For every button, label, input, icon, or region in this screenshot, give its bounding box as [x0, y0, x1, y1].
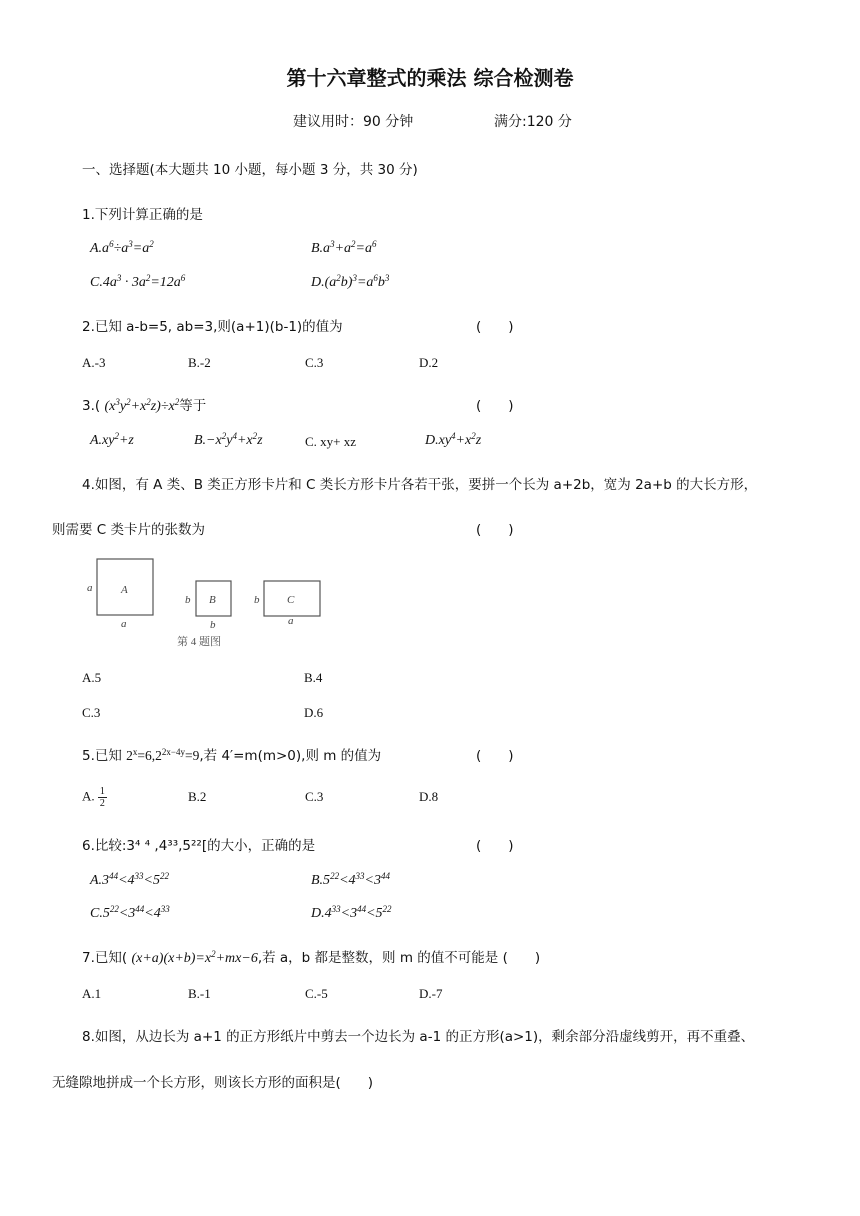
q3-option-d: $D.xy^4+x^2z$ — [425, 431, 482, 448]
q5-stem-tail: ,若 4′=m(m>0),则 m 的值为 — [199, 748, 382, 764]
q1-stem: 1.下列计算正确的是 — [82, 207, 203, 223]
q7-option-d: D.-7 — [419, 986, 443, 1001]
card-a-side-label: a — [87, 582, 93, 594]
q4-option-d: D.6 — [304, 705, 324, 720]
q8-stem-line2: 无缝隙地拼成一个长方形，则该长方形的面积是( ) — [52, 1075, 374, 1091]
q2-stem: 2.已知 a-b=5, ab=3,则(a+1)(b-1)的值为 — [82, 319, 343, 335]
q3-option-c: C. xy+ xz — [305, 434, 357, 449]
card-c-side-label: b — [254, 594, 260, 606]
q5-stem: 5.已知 $2^x=6,2^{2x-4y}=9$,若 4′=m(m>0),则 m 的值为 — [82, 747, 382, 764]
q5-answer-blank: ( ) — [476, 748, 514, 764]
q1-option-a: $A.a^6\div a^3=a^2$ — [90, 239, 154, 256]
q7-stem: 7.已知( $(x+a)(x+b)=x^2+mx-6$,若 a，b 都是整数，则 m 的值不可能是 ( ) — [82, 949, 541, 966]
one-half-fraction: $\frac{1}{2}$ — [99, 786, 105, 809]
q3-stem: 3.( $(x^3y^2+x^2z)\div x^2$等于 — [82, 397, 207, 414]
q5-option-a — [82, 786, 107, 809]
card-c-label: C — [287, 594, 295, 606]
q5-option-b: B.2 — [188, 789, 207, 804]
q3-answer-blank: ( ) — [476, 398, 514, 414]
full-score: 满分:120 分 — [494, 114, 572, 130]
card-b-bottom-label: b — [210, 619, 216, 631]
section-heading: 一、选择题(本大题共 10 小题，每小题 3 分，共 30 分) — [82, 162, 418, 178]
q4-option-c: C.3 — [82, 705, 101, 720]
q2-option-c: C.3 — [305, 355, 324, 370]
q6-option-b: $B.5^{22}<4^{33}<3^{44}$ — [311, 871, 390, 888]
q1-option-d: $D.(a^2b)^3=a^6b^3$ — [311, 273, 390, 290]
q7-option-b: B.-1 — [188, 986, 211, 1001]
q6-option-c: $C.5^{22}<3^{44}<4^{33}$ — [90, 904, 170, 921]
card-b-side-label: b — [185, 594, 191, 606]
q4-option-b: B.4 — [304, 670, 323, 685]
q6-option-d: $D.4^{33}<3^{44}<5^{22}$ — [311, 904, 392, 921]
q4-option-a: A.5 — [82, 670, 102, 685]
card-c-bottom-label: a — [288, 615, 294, 627]
q7-option-c: C.-5 — [305, 986, 328, 1001]
q2-option-b: B.-2 — [188, 355, 211, 370]
q2-option-d: D.2 — [419, 355, 439, 370]
q3-option-b: $B.-x^2y^4+x^2z$ — [194, 431, 263, 448]
q4-stem-line2: 则需要 C 类卡片的张数为 — [52, 522, 206, 538]
q6-stem: 6.比较:3⁴ ⁴ ,4³³,5²²[的大小，正确的是 — [82, 838, 316, 854]
q6-answer-blank: ( ) — [476, 838, 514, 854]
q7-stem-tail: ,若 a，b 都是整数，则 m 的值不可能是 — [257, 950, 499, 966]
time-limit: 建议用时：90 分钟 — [293, 114, 414, 130]
q7-option-a: A.1 — [82, 986, 102, 1001]
q4-figure — [80, 555, 340, 655]
page-title: 第十六章整式的乘法 综合检测卷 — [286, 66, 574, 90]
q5-option-c: C.3 — [305, 789, 324, 804]
q5-option-d: D.8 — [419, 789, 439, 804]
card-a-bottom-label: a — [121, 618, 127, 630]
q1-option-b: $B.a^3+a^2=a^6$ — [311, 239, 377, 256]
card-a-label: A — [121, 584, 128, 596]
q6-option-a: $A.3^{44}<4^{33}<5^{22}$ — [90, 871, 169, 888]
card-b-label: B — [209, 594, 216, 606]
q2-answer-blank: ( ) — [476, 319, 514, 335]
q3-stem-tail: 等于 — [179, 398, 207, 414]
q4-answer-blank: ( ) — [476, 522, 514, 538]
q5-option-a-label: A. — [82, 788, 95, 804]
q4-stem-line1: 4.如图，有 A 类、B 类正方形卡片和 C 类长方形卡片各若干张，要拼一个长为 a+2b，宽为 2a+b 的大长方形， — [82, 477, 758, 493]
q7-answer-blank: ( ) — [502, 950, 541, 966]
q8-stem-line1: 8.如图，从边长为 a+1 的正方形纸片中剪去一个边长为 a-1 的正方形(a>1)，剩余部分沿虚线剪开，再不重叠、 — [82, 1029, 755, 1045]
q1-option-c: $C.4a^3 \cdot 3a^2=12a^6$ — [90, 273, 186, 290]
q2-option-a: A.-3 — [82, 355, 106, 370]
q3-option-a: $A.xy^2+z$ — [90, 431, 134, 448]
q4-figure-caption: 第 4 题图 — [177, 636, 221, 648]
